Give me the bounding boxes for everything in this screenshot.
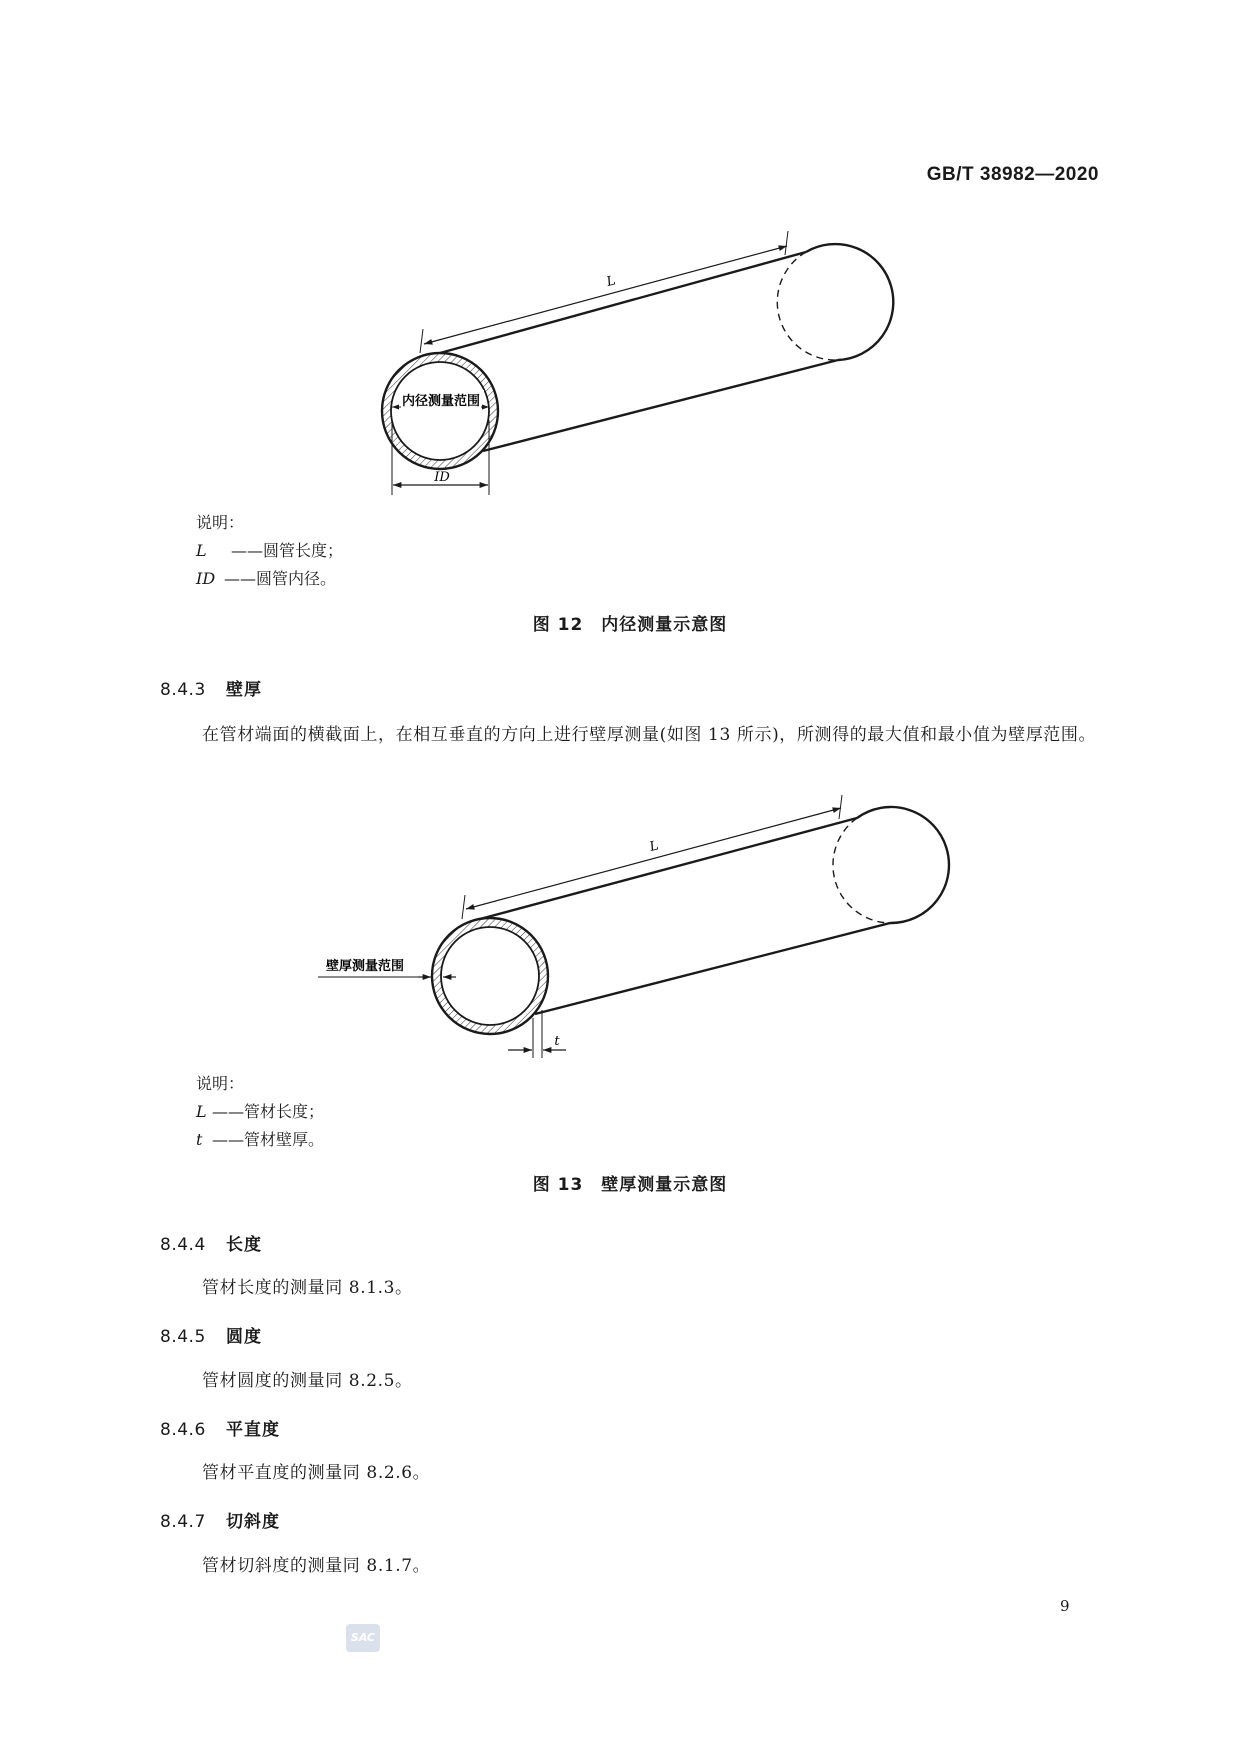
legend-title: 说明： [196,1074,245,1093]
figure-13-legend [196,1070,324,1154]
legend-text: ——圆管内径。 [224,569,337,588]
section-title: 长度 [226,1235,262,1255]
section-title: 壁厚 [226,680,262,700]
legend-symbol: L [196,541,207,560]
tube-bottom-edge [535,923,890,1014]
figure-12-caption: 图 12 内径测量示意图 [532,615,728,635]
section-number: 8.4.6 [160,1420,206,1440]
section-number: 8.4.3 [160,680,206,700]
inner-diameter-range-label: 内径测量范围 [401,394,481,409]
figure-13-caption: 图 13 壁厚测量示意图 [532,1175,728,1195]
tube-top-edge [480,818,857,919]
section-8-4-4-body: 管材长度的测量同 8.1.3。 [202,1278,413,1298]
legend-item [196,1126,324,1154]
section-title: 切斜度 [226,1512,280,1532]
legend-symbol: ID [196,569,216,588]
section-8-4-3-body: 在管材端面的横截面上，在相互垂直的方向上进行壁厚测量(如图 13 所示)，所测得的最大值和最小值为壁厚范围。 [202,725,1097,745]
legend-title: 说明： [196,513,245,532]
length-dimension-label: L [647,838,661,855]
tube-inner-circle [441,927,539,1025]
section-heading-8-4-7 [160,1507,280,1532]
sac-watermark-logo: SAC [346,1624,380,1652]
section-number: 8.4.5 [160,1327,206,1347]
length-dimension-label: L [604,273,618,290]
thickness-dimension-label: t [554,1034,560,1049]
id-dimension-label: ID [434,470,450,485]
section-number: 8.4.4 [160,1235,206,1255]
tube-outer-circle [432,918,548,1034]
section-8-4-7-body: 管材切斜度的测量同 8.1.7。 [202,1556,431,1576]
section-8-4-5-body: 管材圆度的测量同 8.2.5。 [202,1371,413,1391]
legend-item [196,1098,324,1126]
legend-symbol: L [196,1102,207,1121]
legend-symbol: t [196,1130,203,1149]
legend-text: ——管材壁厚。 [212,1130,325,1149]
wall-thickness-range-label: 壁厚测量范围 [326,959,405,974]
section-heading-8-4-6 [160,1415,280,1440]
standard-code: GB/T 38982—2020 [926,164,1099,185]
legend-text: ——圆管长度； [231,541,344,560]
section-heading-8-4-4 [160,1230,262,1255]
tube-far-end-hidden [833,818,890,923]
section-number: 8.4.7 [160,1512,206,1532]
tube-far-end [857,807,949,923]
length-dimension-line [466,808,841,909]
section-title: 平直度 [226,1420,280,1440]
legend-text: ——管材长度； [212,1102,325,1121]
section-title: 圆度 [226,1327,262,1347]
section-heading-8-4-5 [160,1322,262,1347]
page-number: 9 [1060,1597,1070,1615]
section-8-4-6-body: 管材平直度的测量同 8.2.6。 [202,1463,431,1483]
